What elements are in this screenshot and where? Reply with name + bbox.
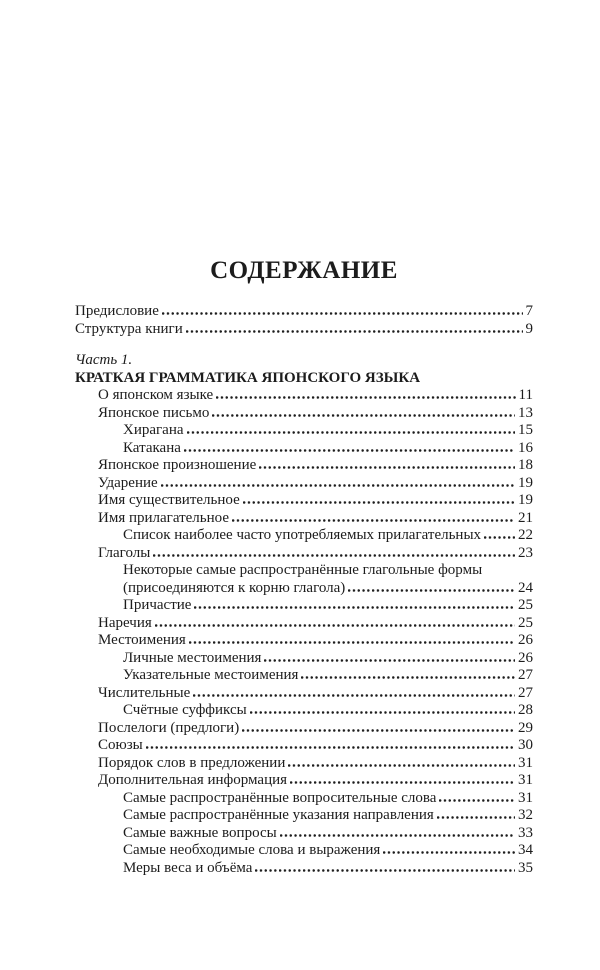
dot-leader bbox=[193, 694, 515, 697]
toc-entry-label: Союзы bbox=[98, 737, 143, 753]
toc-entry-page-number: 19 bbox=[518, 492, 533, 508]
dot-leader bbox=[264, 659, 515, 662]
toc-entry-label: Ударение bbox=[98, 474, 158, 491]
dot-leader bbox=[146, 746, 515, 749]
toc-entry-label: Причастие bbox=[123, 597, 192, 613]
toc-entry bbox=[75, 405, 533, 423]
dot-leader bbox=[484, 536, 515, 539]
toc-entry-label: О японском языке bbox=[98, 387, 214, 403]
toc-entry-page-number: 32 bbox=[518, 807, 533, 823]
toc-entry-page-number: 7 bbox=[525, 303, 533, 319]
toc-entry-page-number: 31 bbox=[518, 789, 533, 806]
toc-entry bbox=[75, 685, 533, 703]
toc-content-column bbox=[75, 258, 533, 877]
toc-entry-page-number: 25 bbox=[518, 597, 533, 613]
toc-entry-page-number: 18 bbox=[518, 457, 533, 473]
toc-entry-label: Самые необходимые слова и выражения bbox=[123, 842, 381, 858]
toc-entry-page-number: 11 bbox=[518, 387, 533, 403]
toc-entry-label: Меры веса и объёма bbox=[123, 859, 253, 876]
toc-entry-page-number: 35 bbox=[518, 859, 533, 876]
toc-entry bbox=[75, 860, 533, 878]
toc-entry bbox=[75, 737, 533, 755]
toc-entry-label: Японское произношение bbox=[98, 457, 257, 473]
toc-entry bbox=[75, 597, 533, 615]
table-of-contents bbox=[75, 303, 533, 877]
dot-leader bbox=[194, 606, 515, 609]
dot-leader bbox=[161, 484, 515, 487]
toc-entry-label: Местоимения bbox=[98, 632, 186, 648]
toc-entry-page-number: 31 bbox=[518, 754, 533, 771]
toc-entry bbox=[75, 825, 533, 843]
toc-entry-page-number: 26 bbox=[518, 632, 533, 648]
toc-entry bbox=[75, 667, 533, 685]
toc-entry-page-number: 15 bbox=[518, 422, 533, 438]
toc-entry bbox=[75, 370, 533, 388]
toc-entry-label: Счётные суффиксы bbox=[123, 702, 247, 718]
toc-entry-label: Порядок слов в предложении bbox=[98, 754, 286, 771]
toc-entry-label: Числительные bbox=[98, 684, 191, 701]
toc-entry-label: (присоединяются к корню глагола) bbox=[123, 579, 346, 596]
toc-entry-label: Структура книги bbox=[75, 320, 183, 337]
toc-entry-label: Дополнительная информация bbox=[98, 772, 288, 788]
toc-entry-page-number: 27 bbox=[518, 667, 533, 683]
dot-leader bbox=[383, 851, 515, 854]
toc-entry bbox=[75, 440, 533, 458]
toc-entry-label: Самые важные вопросы bbox=[123, 824, 277, 841]
toc-entry bbox=[75, 475, 533, 493]
toc-entry-label: Японское письмо bbox=[98, 404, 210, 421]
toc-entry bbox=[75, 580, 533, 598]
toc-entry bbox=[75, 720, 533, 738]
toc-entry-page-number: 34 bbox=[518, 842, 533, 858]
toc-entry-page-number: 22 bbox=[518, 527, 533, 543]
dot-leader bbox=[439, 799, 515, 802]
toc-entry-label: Часть 1. bbox=[75, 352, 133, 368]
dot-leader bbox=[155, 624, 515, 627]
toc-entry bbox=[75, 457, 533, 475]
dot-leader bbox=[437, 816, 515, 819]
toc-entry bbox=[75, 527, 533, 545]
toc-entry-page-number: 25 bbox=[518, 614, 533, 631]
toc-entry bbox=[75, 492, 533, 510]
toc-entry-page-number: 26 bbox=[518, 649, 533, 666]
toc-entry bbox=[75, 650, 533, 668]
dot-leader bbox=[216, 396, 515, 399]
toc-entry bbox=[75, 387, 533, 405]
dot-leader bbox=[250, 711, 515, 714]
toc-entry-label: Хирагана bbox=[123, 422, 184, 438]
dot-leader bbox=[232, 519, 515, 522]
dot-leader bbox=[259, 466, 515, 469]
toc-entry bbox=[75, 352, 533, 370]
toc-entry-label: Самые распространённые указания направления bbox=[123, 807, 434, 823]
toc-entry-label: Глаголы bbox=[98, 544, 151, 561]
dot-leader bbox=[184, 449, 515, 452]
toc-entry bbox=[75, 772, 533, 790]
toc-entry-label: КРАТКАЯ ГРАММАТИКА ЯПОНСКОГО ЯЗЫКА bbox=[75, 369, 421, 386]
dot-leader bbox=[255, 869, 515, 872]
toc-entry-page-number: 28 bbox=[518, 702, 533, 718]
toc-entry bbox=[75, 303, 533, 321]
toc-entry bbox=[75, 702, 533, 720]
dot-leader bbox=[288, 764, 515, 767]
toc-entry-page-number: 24 bbox=[518, 579, 533, 596]
toc-entry bbox=[75, 632, 533, 650]
dot-leader bbox=[280, 834, 515, 837]
toc-entry-page-number: 33 bbox=[518, 824, 533, 841]
toc-entry-label: Некоторые самые распространённые глагольные формы bbox=[123, 562, 483, 578]
toc-entry-page-number: 9 bbox=[525, 320, 533, 337]
dot-leader bbox=[162, 312, 523, 315]
toc-entry-label: Катакана bbox=[123, 439, 181, 456]
toc-entry bbox=[75, 422, 533, 440]
dot-leader bbox=[243, 501, 515, 504]
dot-leader bbox=[242, 729, 515, 732]
toc-entry bbox=[75, 807, 533, 825]
toc-entry-label: Послелоги (предлоги) bbox=[98, 719, 240, 736]
toc-entry bbox=[75, 510, 533, 528]
dot-leader bbox=[290, 781, 515, 784]
toc-entry bbox=[75, 562, 533, 580]
toc-entry-page-number: 16 bbox=[518, 439, 533, 456]
dot-leader bbox=[212, 414, 515, 417]
toc-entry-label: Указательные местоимения bbox=[123, 667, 299, 683]
dot-leader bbox=[348, 589, 515, 592]
toc-entry bbox=[75, 755, 533, 773]
toc-entry-page-number: 21 bbox=[518, 509, 533, 526]
page-title: СОДЕРЖАНИЕ bbox=[210, 257, 398, 284]
toc-entry-label: Наречия bbox=[98, 614, 152, 631]
toc-entry-page-number: 13 bbox=[518, 404, 533, 421]
toc-entry bbox=[75, 615, 533, 633]
toc-entry-label: Самые распространённые вопросительные слова bbox=[123, 789, 437, 806]
toc-entry-label: Личные местоимения bbox=[123, 649, 262, 666]
toc-entry-label: Имя прилагательное bbox=[98, 509, 230, 526]
toc-entry-page-number: 27 bbox=[518, 684, 533, 701]
toc-entry bbox=[75, 842, 533, 860]
dot-leader bbox=[187, 431, 515, 434]
dot-leader bbox=[189, 641, 515, 644]
dot-leader bbox=[186, 330, 523, 333]
toc-entry-page-number: 19 bbox=[518, 474, 533, 491]
toc-entry-page-number: 30 bbox=[518, 737, 533, 753]
toc-entry-label: Имя существительное bbox=[98, 492, 240, 508]
toc-entry-label: Предисловие bbox=[75, 303, 159, 319]
toc-entry-page-number: 29 bbox=[518, 719, 533, 736]
toc-entry bbox=[75, 545, 533, 563]
toc-entry-page-number: 23 bbox=[518, 544, 533, 561]
toc-entry bbox=[75, 790, 533, 808]
toc-entry-page-number: 31 bbox=[518, 772, 533, 788]
dot-leader bbox=[153, 554, 515, 557]
toc-entry-label: Список наиболее часто употребляемых прилагательных bbox=[123, 527, 482, 543]
toc-entry bbox=[75, 321, 533, 339]
dot-leader bbox=[301, 676, 515, 679]
